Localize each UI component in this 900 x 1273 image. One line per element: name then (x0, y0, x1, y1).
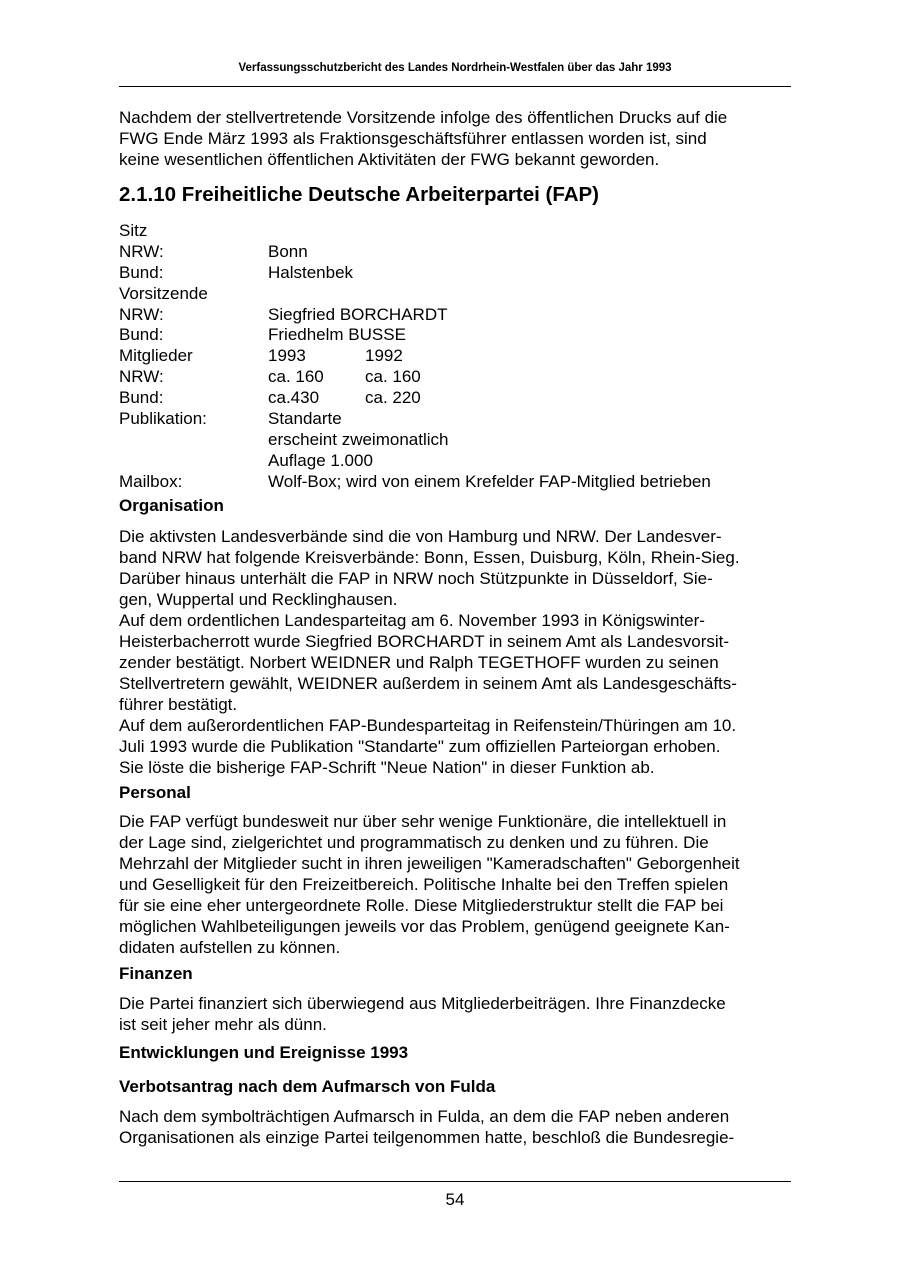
fact-row (119, 220, 791, 241)
fact-value: ca. 160 (268, 367, 324, 387)
personal-heading: Personal (119, 783, 191, 802)
fact-label: Publikation: (119, 409, 207, 429)
fact-row (119, 450, 791, 471)
fact-label: Bund: (119, 388, 164, 408)
fact-label: Bund: (119, 325, 164, 345)
fact-row (119, 429, 791, 450)
entwicklungen-heading: Entwicklungen und Ereignisse 1993 (119, 1043, 409, 1062)
fact-row (119, 345, 791, 366)
organisation-heading: Organisation (119, 496, 224, 515)
fact-value: Siegfried BORCHARDT (268, 304, 448, 324)
organisation-paragraph: Die aktivsten Landesverbände sind die von Hamburg und NRW. Der Landesver- band NRW hat folgende Kreisverbände: Bonn, Essen, Duisburg, Köln, Rhein-Sieg. Darüber hinaus unterhält die FAP in NRW noch Stützpunkte in Düsseldorf, Sie- gen, Wuppertal und Recklinghausen. Auf dem ordentlichen Landesparteitag am 6. November 1993 in Königswinter- Heisterbacherrott wurde Siegfried BORCHARDT in seinem Amt als Landesvorsit- zender bestätigt. Norbert WEIDNER und Ralph TEGETHOFF wurden zu seinen Stellvertretern gewählt, WEIDNER außerdem in seinem Amt als Landesgeschäfts- führer bestätigt. Auf dem außerordentlichen FAP-Bundesparteitag in Reifenstein/Thüringen am 10. Juli 1993 wurde die Publikation "Standarte" zum offiziellen Parteiorgan erhoben. Sie löste die bisherige FAP-Schrift "Neue Nation" in dieser Funktion ab. (119, 527, 740, 777)
fact-value: 1993 (268, 346, 306, 366)
fact-value: Friedhelm BUSSE (268, 325, 406, 345)
finanzen-heading: Finanzen (119, 964, 193, 983)
fact-value-secondary: ca. 220 (365, 388, 421, 408)
fact-row (119, 304, 791, 325)
verbotsantrag-paragraph: Nach dem symbolträchtigen Aufmarsch in Fulda, an dem die FAP neben anderen Organisationen als einzige Partei teilgenommen hatte, beschloß die Bundesregie- (119, 1107, 735, 1147)
fact-label: Vorsitzende (119, 283, 208, 303)
fact-label: Bund: (119, 262, 164, 282)
fact-label: NRW: (119, 367, 164, 387)
fact-label: Sitz (119, 221, 148, 240)
fact-value-secondary: 1992 (365, 346, 403, 366)
fact-row (119, 471, 791, 492)
fact-label: NRW: (119, 241, 164, 261)
fact-row (119, 262, 791, 283)
fact-value: ca.430 (268, 388, 320, 408)
footer-rule (119, 1181, 791, 1182)
fact-row (119, 283, 791, 304)
fact-row (119, 387, 791, 408)
fact-value-secondary: ca. 160 (365, 367, 421, 387)
fact-label: NRW: (119, 304, 164, 324)
fact-label: Mitglieder (119, 346, 193, 366)
verbotsantrag-heading: Verbotsantrag nach dem Aufmarsch von Fulda (119, 1077, 496, 1096)
fact-label: Mailbox: (119, 471, 183, 491)
fact-value: Wolf-Box; wird von einem Krefelder FAP-Mitglied betrieben (268, 471, 711, 491)
section-title: 2.1.10 Freiheitliche Deutsche Arbeiterpartei (FAP) (119, 183, 600, 206)
running-header: Verfassungsschutzbericht des Landes Nordrhein-Westfalen über das Jahr 1993 (238, 62, 672, 74)
fact-row (119, 324, 791, 345)
fact-row (119, 241, 791, 262)
finanzen-paragraph: Die Partei finanziert sich überwiegend aus Mitgliederbeiträgen. Ihre Finanzdecke ist seit jeher mehr als dünn. (119, 994, 726, 1034)
fact-value: Bonn (268, 241, 308, 261)
fact-value: Halstenbek (268, 262, 354, 282)
fact-row (119, 408, 791, 429)
fact-value: Standarte (268, 409, 342, 429)
fact-table (119, 220, 791, 492)
intro-paragraph: Nachdem der stellvertretende Vorsitzende infolge des öffentlichen Drucks auf die FWG Ende März 1993 als Fraktionsgeschäftsführer entlassen worden ist, sind keine wesentlichen öffentlichen Aktivitäten der FWG bekannt geworden. (119, 108, 728, 169)
personal-paragraph: Die FAP verfügt bundesweit nur über sehr wenige Funktionäre, die intellektuell in der Lage sind, zielgerichtet und programmatisch zu denken und zu führen. Die Mehrzahl der Mitglieder sucht in ihren jeweiligen "Kameradschaften" Geborgenheit und Geselligkeit für den Freizeitbereich. Politische Inhalte bei den Treffen spielen für sie eine eher untergeordnete Rolle. Diese Mitgliederstruktur stellt die FAP bei möglichen Wahlbeteiligungen jeweils vor das Problem, genügend geeignete Kan- didaten aufstellen zu können. (119, 812, 740, 957)
fact-value: Auflage 1.000 (268, 450, 373, 470)
fact-value: erscheint zweimonatlich (268, 429, 449, 449)
fact-row (119, 366, 791, 387)
page-number: 54 (445, 1190, 465, 1209)
header-rule (119, 86, 791, 87)
